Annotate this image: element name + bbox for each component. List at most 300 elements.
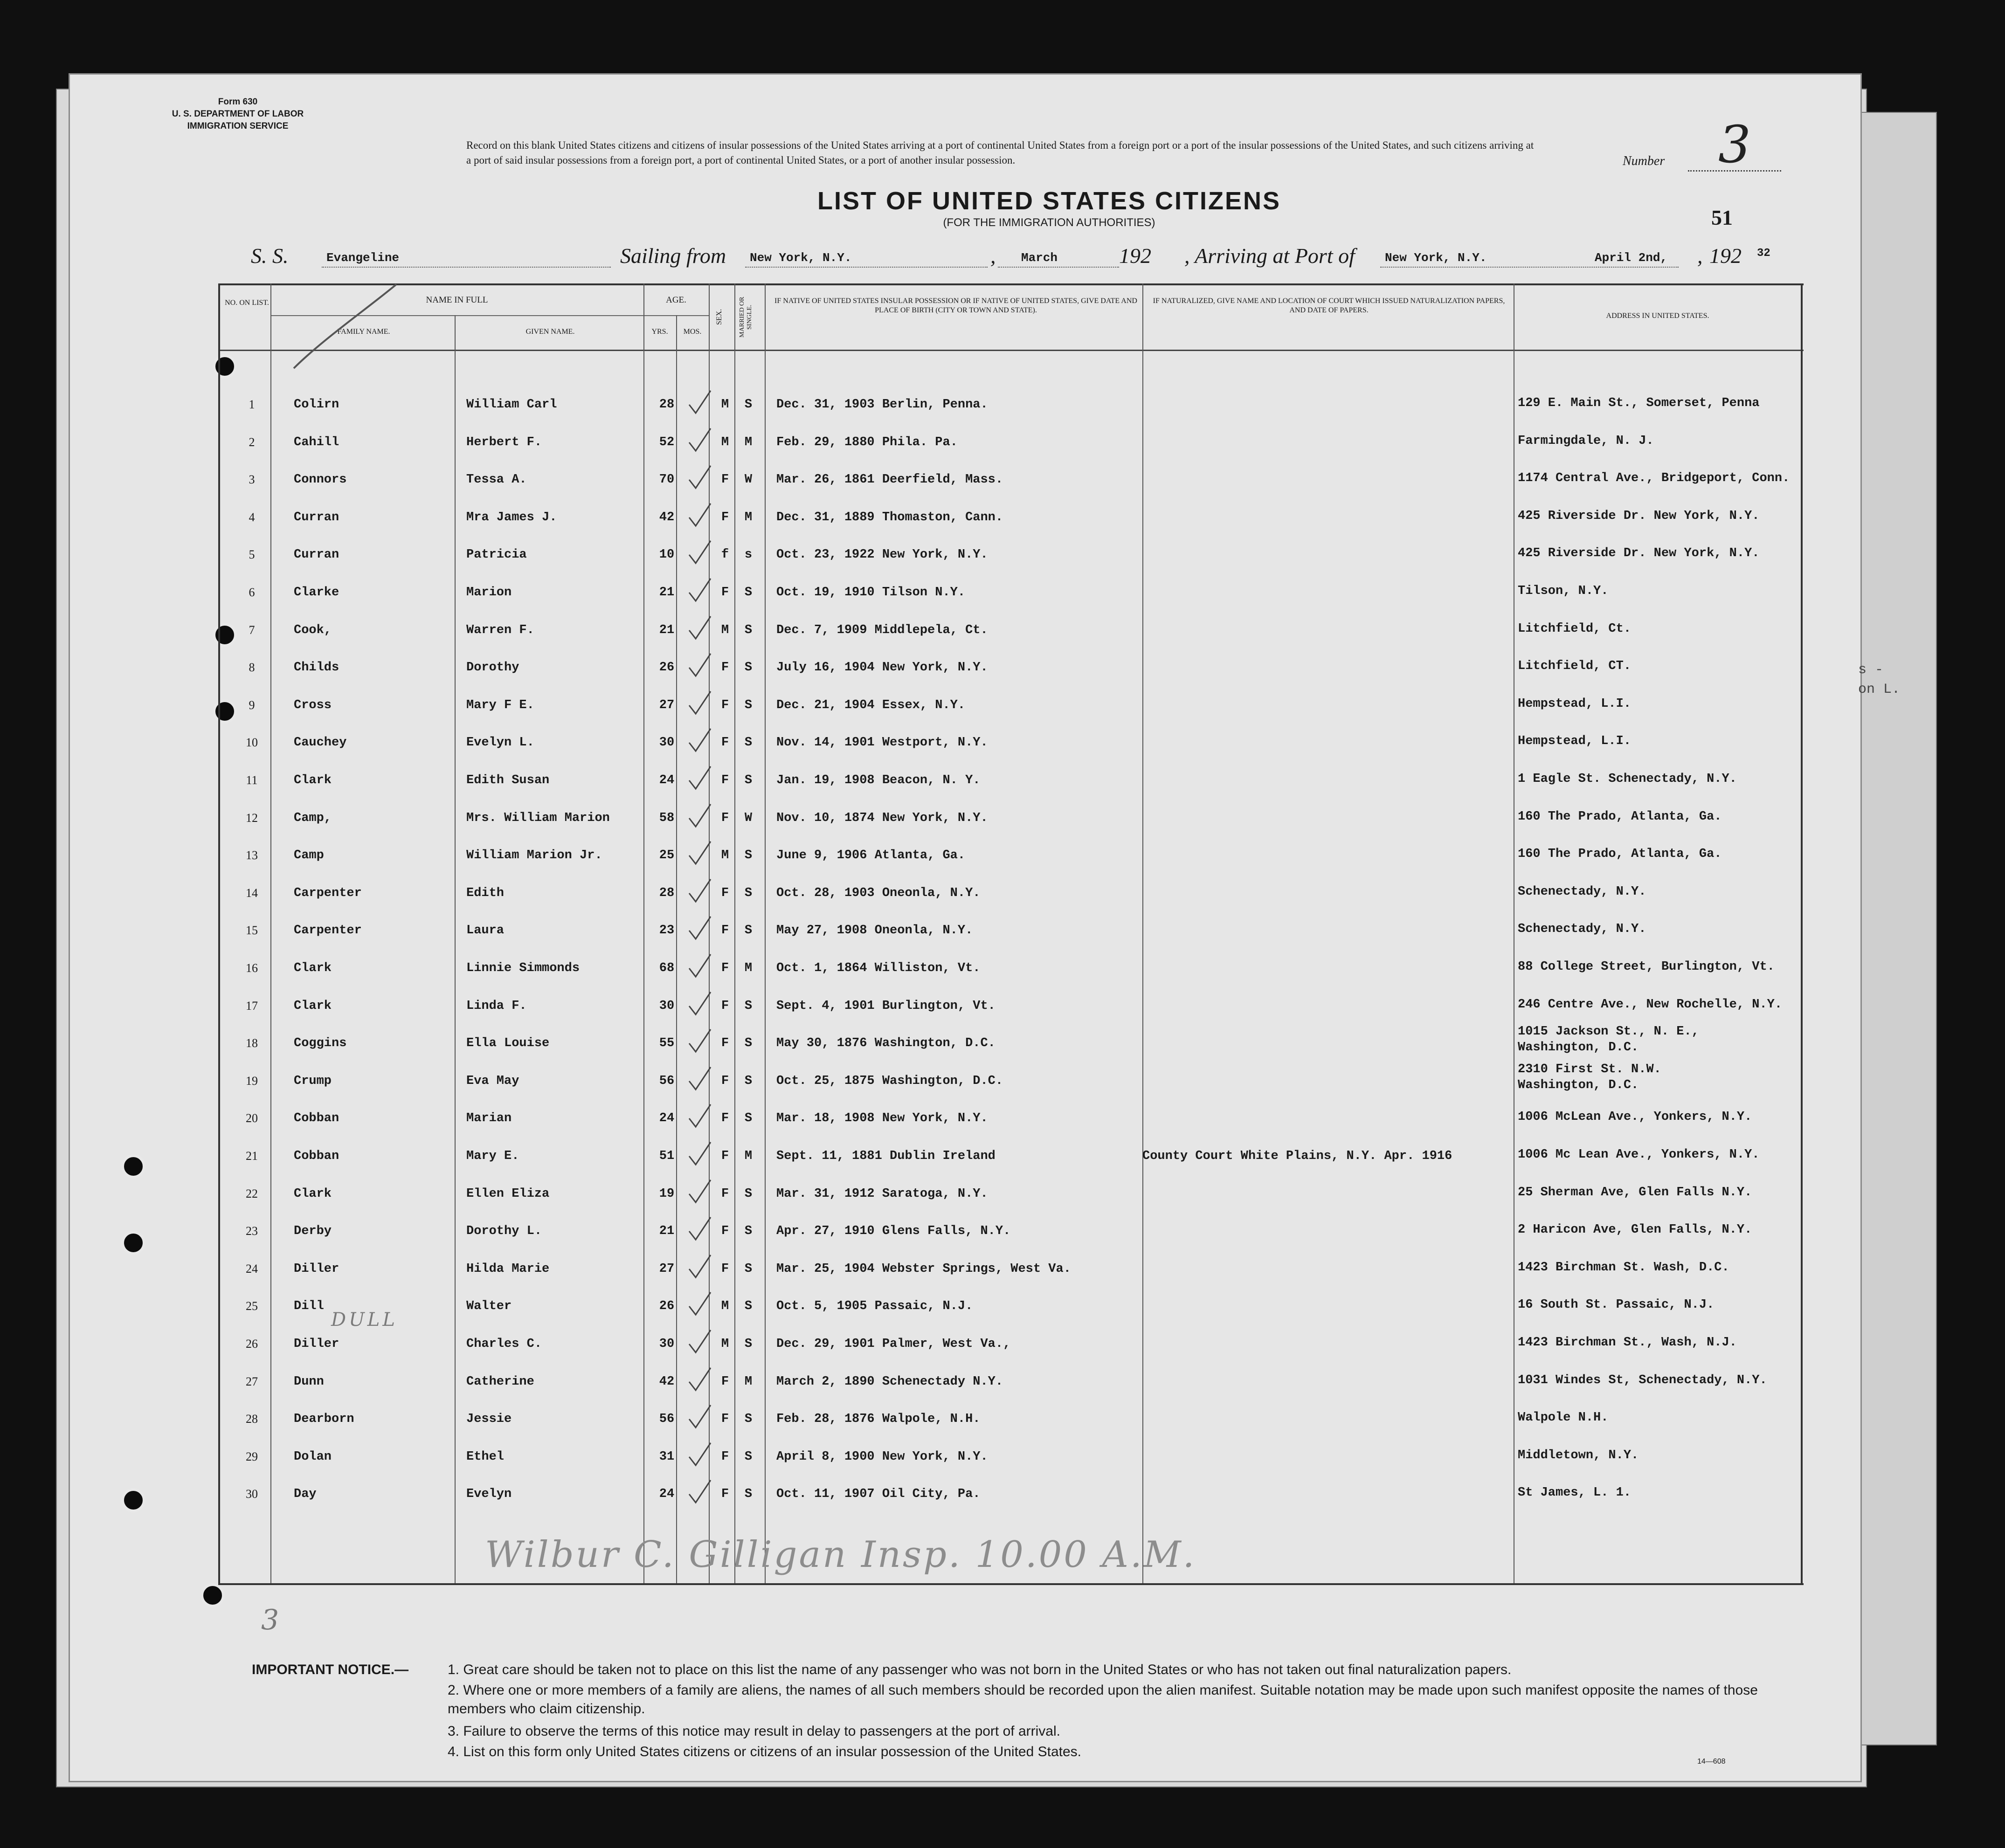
birth-date-place: Oct. 19, 1910 Tilson N.Y. bbox=[776, 586, 966, 600]
birth-date-place: Nov. 10, 1874 New York, N.Y. bbox=[776, 811, 988, 825]
sex: F bbox=[721, 1487, 729, 1502]
given-name: William Carl bbox=[466, 398, 557, 412]
notice-item-2: 2. Where one or more members of a family are aliens, the names of all such members should be recorded upon the alien manifest. Suitable notation may be made upon such manifest opposite the names of those members who claim citizenship. bbox=[448, 1683, 1758, 1717]
family-name: Colirn bbox=[294, 398, 339, 412]
table-row bbox=[0, 1335, 2005, 1373]
table-row bbox=[0, 1062, 2005, 1110]
address bbox=[1518, 1372, 1767, 1388]
sex: M bbox=[721, 398, 729, 412]
row-number: 9 bbox=[249, 698, 255, 712]
sex: F bbox=[721, 961, 729, 975]
sex: F bbox=[721, 773, 729, 787]
birth-date-place: April 8, 1900 New York, N.Y. bbox=[776, 1449, 988, 1464]
birth-date-place: March 2, 1890 Schenectady N.Y. bbox=[776, 1374, 1003, 1389]
birth-date-place: Mar. 31, 1912 Saratoga, N.Y. bbox=[776, 1186, 988, 1201]
family-name: Dill bbox=[294, 1299, 324, 1314]
given-name: Patricia bbox=[466, 548, 527, 562]
birth-date-place: Feb. 28, 1876 Walpole, N.H. bbox=[776, 1412, 981, 1427]
table-row bbox=[0, 621, 2005, 659]
checkmark-icon bbox=[685, 464, 713, 492]
marital-status: M bbox=[744, 435, 753, 449]
birth-date-place: June 9, 1906 Atlanta, Ga. bbox=[776, 848, 966, 863]
address-line-2: Washington, D.C. bbox=[1518, 1078, 1639, 1092]
marital-status: S bbox=[744, 1036, 753, 1051]
birth-date-place: Mar. 25, 1904 Webster Springs, West Va. bbox=[776, 1262, 1071, 1276]
notice-item-1: 1. Great care should be taken not to place on this list the name of any passenger who was not born in the United States or who has not taken out final naturalization papers. bbox=[448, 1662, 1512, 1677]
checkmark-icon bbox=[685, 802, 713, 830]
given-name: Herbert F. bbox=[466, 435, 542, 449]
page-number: 51 bbox=[1711, 206, 1733, 229]
sex: F bbox=[721, 510, 729, 524]
sailing-underline bbox=[745, 267, 988, 268]
family-name: Carpenter bbox=[294, 924, 362, 938]
given-name: Jessie bbox=[466, 1412, 512, 1427]
age-years: 56 bbox=[659, 1074, 675, 1088]
given-name: Laura bbox=[466, 924, 505, 938]
ss-label: S. S. bbox=[251, 244, 289, 268]
header-naturalized: IF NATURALIZED, GIVE NAME AND LOCATION OF COURT WHICH ISSUED NATURALIZATION PAPERS, AND DATE OF PAPERS. bbox=[1153, 297, 1505, 314]
row-number: 30 bbox=[246, 1487, 258, 1501]
marital-status: S bbox=[744, 1262, 753, 1276]
family-name: Cobban bbox=[294, 1111, 339, 1126]
address-line-1: 16 South St. Passaic, N.J. bbox=[1518, 1298, 1715, 1312]
address bbox=[1518, 696, 1631, 712]
family-name: Camp, bbox=[294, 811, 332, 825]
family-name: Cobban bbox=[294, 1149, 339, 1163]
address-line-1: 25 Sherman Ave, Glen Falls N.Y. bbox=[1518, 1185, 1752, 1200]
address bbox=[1518, 1024, 1699, 1055]
checkmark-icon bbox=[685, 1027, 713, 1055]
handwritten-dull-note: DULL bbox=[331, 1309, 398, 1331]
sex: M bbox=[721, 1337, 729, 1351]
address bbox=[1518, 1147, 1759, 1163]
table-row bbox=[0, 1025, 2005, 1072]
sex: F bbox=[721, 1224, 729, 1239]
row-number: 8 bbox=[249, 661, 255, 675]
pencil-stroke bbox=[280, 280, 401, 373]
age-years: 26 bbox=[659, 661, 675, 675]
address bbox=[1518, 1062, 1661, 1093]
row-number: 10 bbox=[246, 736, 258, 750]
checkmark-icon bbox=[685, 952, 713, 980]
family-name: Carpenter bbox=[294, 886, 362, 900]
age-years: 70 bbox=[659, 473, 675, 487]
row-number: 12 bbox=[246, 811, 258, 825]
table-row bbox=[0, 809, 2005, 847]
marital-status: W bbox=[744, 811, 753, 825]
row-number: 26 bbox=[246, 1337, 258, 1351]
address-line-1: 246 Centre Ave., New Rochelle, N.Y. bbox=[1518, 997, 1783, 1012]
sex: F bbox=[721, 736, 729, 750]
birth-date-place: Oct. 23, 1922 New York, N.Y. bbox=[776, 548, 988, 562]
arriving-date: April 2nd, bbox=[1595, 251, 1668, 265]
marital-status: W bbox=[744, 473, 753, 487]
birth-date-place: Apr. 27, 1910 Glens Falls, N.Y. bbox=[776, 1224, 1011, 1239]
sex: F bbox=[721, 473, 729, 487]
marital-status: S bbox=[744, 1111, 753, 1126]
address bbox=[1518, 997, 1782, 1013]
birth-date-place: Sept. 4, 1901 Burlington, Vt. bbox=[776, 999, 996, 1013]
marital-status: S bbox=[744, 848, 753, 863]
row-number: 20 bbox=[246, 1111, 258, 1125]
age-years: 68 bbox=[659, 961, 675, 975]
given-name: Linda F. bbox=[466, 999, 527, 1013]
row-number: 3 bbox=[249, 473, 255, 487]
sex: M bbox=[721, 435, 729, 449]
checkmark-icon bbox=[685, 915, 713, 943]
sex: F bbox=[721, 1149, 729, 1163]
sex: F bbox=[721, 924, 729, 938]
sex: F bbox=[721, 1262, 729, 1276]
age-years: 42 bbox=[659, 510, 675, 524]
birth-date-place: Sept. 11, 1881 Dublin Ireland bbox=[776, 1149, 996, 1163]
age-years: 27 bbox=[659, 698, 675, 712]
checkmark-icon bbox=[685, 1103, 713, 1131]
arriving-year-suffix: 32 bbox=[1757, 247, 1770, 260]
address-line-1: 2310 First St. N.W. bbox=[1518, 1062, 1661, 1076]
age-years: 10 bbox=[659, 548, 675, 562]
marital-status: M bbox=[744, 1374, 753, 1389]
record-description: Record on this blank United States citizens and citizens of insular possessions of the United States arriving at a port of continental United States from a foreign port or a port of the insular possessions of the United States, and such citizens arriving at a port of said insular possessions from a foreign port, a port of continental United States, or a port of another insular possession. bbox=[466, 139, 1534, 166]
age-years: 51 bbox=[659, 1149, 675, 1163]
naturalization: County Court White Plains, N.Y. Apr. 1916 bbox=[1142, 1149, 1452, 1163]
address bbox=[1518, 959, 1775, 975]
row-number: 5 bbox=[249, 548, 255, 562]
family-name: Curran bbox=[294, 548, 339, 562]
page-title: LIST OF UNITED STATES CITIZENS bbox=[817, 187, 1281, 215]
family-name: Coggins bbox=[294, 1036, 347, 1051]
address bbox=[1518, 1485, 1631, 1501]
row-number: 28 bbox=[246, 1412, 258, 1426]
checkmark-icon bbox=[685, 877, 713, 905]
sex: M bbox=[721, 1299, 729, 1314]
sex: F bbox=[721, 586, 729, 600]
age-years: 52 bbox=[659, 435, 675, 449]
age-years: 25 bbox=[659, 848, 675, 863]
address bbox=[1518, 921, 1646, 937]
birth-date-place: Dec. 31, 1903 Berlin, Penna. bbox=[776, 398, 988, 412]
address bbox=[1518, 621, 1631, 637]
arriving-year: 192 bbox=[1709, 244, 1742, 268]
age-years: 30 bbox=[659, 736, 675, 750]
address bbox=[1518, 809, 1722, 825]
address bbox=[1518, 1410, 1608, 1426]
row-number: 27 bbox=[246, 1374, 258, 1388]
address bbox=[1518, 658, 1631, 674]
marital-status: M bbox=[744, 510, 753, 524]
address-line-1: 425 Riverside Dr. New York, N.Y. bbox=[1518, 546, 1760, 561]
marital-status: S bbox=[744, 1412, 753, 1427]
sailing-year: 192 bbox=[1119, 244, 1151, 268]
given-name: Edith bbox=[466, 886, 505, 900]
birth-date-place: Oct. 5, 1905 Passaic, N.J. bbox=[776, 1299, 973, 1314]
birth-date-place: Nov. 14, 1901 Westport, N.Y. bbox=[776, 736, 988, 750]
row-number: 22 bbox=[246, 1186, 258, 1200]
address-line-1: Schenectady, N.Y. bbox=[1518, 922, 1646, 937]
table-row bbox=[0, 884, 2005, 922]
address-line-1: Hempstead, L.I. bbox=[1518, 734, 1632, 749]
row-number: 29 bbox=[246, 1449, 258, 1463]
sailing-label: Sailing from bbox=[620, 244, 726, 268]
marital-status: S bbox=[744, 736, 753, 750]
comma: , bbox=[990, 244, 996, 268]
marital-status: S bbox=[744, 1224, 753, 1239]
table-row bbox=[0, 395, 2005, 434]
sex: F bbox=[721, 1412, 729, 1427]
footer-code: 14—608 bbox=[1697, 1758, 1726, 1765]
arriving-label: , Arriving at Port of bbox=[1184, 244, 1355, 268]
row-number: 2 bbox=[249, 435, 255, 449]
row-number: 14 bbox=[246, 886, 258, 900]
address bbox=[1518, 1260, 1729, 1276]
address-line-2: Washington, D.C. bbox=[1518, 1041, 1639, 1055]
checkmark-icon bbox=[685, 502, 713, 530]
marital-status: S bbox=[744, 1299, 753, 1314]
marital-status: S bbox=[744, 1487, 753, 1502]
given-name: Eva May bbox=[466, 1074, 519, 1088]
arriving-port: New York, N.Y. bbox=[1385, 251, 1487, 265]
punch-hole bbox=[200, 1583, 225, 1607]
month-underline bbox=[998, 267, 1119, 268]
age-years: 24 bbox=[659, 773, 675, 787]
table-row bbox=[0, 433, 2005, 471]
inspector-signature: Wilbur C. Gilligan Insp. 10.00 A.M. bbox=[485, 1534, 1196, 1576]
table-row bbox=[0, 508, 2005, 546]
given-name: Warren F. bbox=[466, 623, 534, 637]
marital-status: S bbox=[744, 1074, 753, 1088]
checkmark-icon bbox=[685, 1366, 713, 1394]
address-line-1: Litchfield, CT. bbox=[1518, 659, 1632, 674]
service-name: IMMIGRATION SERVICE bbox=[187, 121, 289, 131]
row-number: 23 bbox=[246, 1224, 258, 1238]
table-row bbox=[0, 1147, 2005, 1185]
family-name: Day bbox=[294, 1487, 317, 1502]
address bbox=[1518, 1185, 1752, 1200]
given-name: Evelyn bbox=[466, 1487, 512, 1502]
given-name: Mary F E. bbox=[466, 698, 534, 712]
address-line-1: Middletown, N.Y. bbox=[1518, 1448, 1639, 1462]
address-line-1: Farmingdale, N. J. bbox=[1518, 434, 1654, 448]
checkmark-icon bbox=[685, 652, 713, 680]
given-name: Evelyn L. bbox=[466, 736, 534, 750]
marital-status: S bbox=[744, 886, 753, 900]
sex: F bbox=[721, 1449, 729, 1464]
birth-date-place: Oct. 28, 1903 Oneonla, N.Y. bbox=[776, 886, 981, 900]
family-name: Curran bbox=[294, 510, 339, 524]
sex: f bbox=[721, 548, 729, 562]
page-subtitle: (FOR THE IMMIGRATION AUTHORITIES) bbox=[943, 216, 1155, 229]
address-line-1: Hempstead, L.I. bbox=[1518, 696, 1632, 711]
checkmark-icon bbox=[685, 1478, 713, 1506]
address bbox=[1518, 846, 1722, 862]
header-bottom-rule bbox=[218, 350, 1804, 351]
notice-title: IMPORTANT NOTICE.— bbox=[252, 1662, 409, 1677]
punch-hole bbox=[213, 354, 237, 379]
table-row bbox=[0, 583, 2005, 621]
age-years: 28 bbox=[659, 886, 675, 900]
address bbox=[1518, 1222, 1752, 1238]
ship-name: Evangeline bbox=[326, 251, 400, 265]
address-line-1: 160 The Prado, Atlanta, Ga. bbox=[1518, 809, 1722, 824]
header-birth: IF NATIVE OF UNITED STATES INSULAR POSSESSION OR IF NATIVE OF UNITED STATES, GIVE DATE AND PLACE OF BIRTH (CITY OR TOWN AND STATE). bbox=[774, 297, 1137, 314]
marital-status: S bbox=[744, 924, 753, 938]
row-number: 15 bbox=[246, 924, 258, 938]
sex: F bbox=[721, 811, 729, 825]
age-years: 19 bbox=[659, 1186, 675, 1201]
age-years: 21 bbox=[659, 1224, 675, 1239]
checkmark-icon bbox=[685, 840, 713, 868]
family-name: Cross bbox=[294, 698, 332, 712]
family-name: Dunn bbox=[294, 1374, 324, 1389]
form-identifier bbox=[140, 96, 336, 132]
row-number: 19 bbox=[246, 1074, 258, 1088]
address bbox=[1518, 884, 1646, 900]
age-years: 23 bbox=[659, 924, 675, 938]
address-line-1: 129 E. Main St., Somerset, Penna bbox=[1518, 396, 1760, 410]
checkmark-icon bbox=[685, 1178, 713, 1206]
address bbox=[1518, 771, 1737, 787]
sex: F bbox=[721, 1074, 729, 1088]
birth-date-place: Oct. 11, 1907 Oil City, Pa. bbox=[776, 1487, 981, 1502]
table-row bbox=[0, 658, 2005, 696]
row-number: 16 bbox=[246, 961, 258, 975]
age-years: 24 bbox=[659, 1111, 675, 1126]
department-name: U. S. DEPARTMENT OF LABOR bbox=[172, 109, 304, 119]
notice-item-4: 4. List on this form only United States citizens or citizens of an insular possession of the United States. bbox=[448, 1744, 1082, 1759]
table-row bbox=[0, 1372, 2005, 1411]
age-years: 56 bbox=[659, 1412, 675, 1427]
adjacent-page-text: on L. bbox=[1858, 682, 1901, 697]
checkmark-icon bbox=[685, 389, 713, 417]
marital-status: S bbox=[744, 1186, 753, 1201]
age-years: 42 bbox=[659, 1374, 675, 1389]
given-name: Marion bbox=[466, 586, 512, 600]
age-years: 30 bbox=[659, 999, 675, 1013]
address-line-1: 1423 Birchman St., Wash, N.J. bbox=[1518, 1336, 1737, 1350]
given-name: Linnie Simmonds bbox=[466, 961, 580, 975]
table-row bbox=[0, 733, 2005, 772]
family-name: Crump bbox=[294, 1074, 332, 1088]
marital-status: S bbox=[744, 398, 753, 412]
row-number: 21 bbox=[246, 1149, 258, 1163]
birth-date-place: Mar. 18, 1908 New York, N.Y. bbox=[776, 1111, 988, 1126]
address-line-1: 1006 Mc Lean Ave., Yonkers, N.Y. bbox=[1518, 1148, 1760, 1162]
age-years: 24 bbox=[659, 1487, 675, 1502]
birth-date-place: May 30, 1876 Washington, D.C. bbox=[776, 1036, 996, 1051]
checkmark-icon bbox=[685, 1215, 713, 1243]
address-line-1: 1031 Windes St, Schenectady, N.Y. bbox=[1518, 1373, 1767, 1387]
header-address: ADDRESS IN UNITED STATES. bbox=[1606, 312, 1709, 320]
row-number: 7 bbox=[249, 623, 255, 637]
table-row bbox=[0, 921, 2005, 959]
address bbox=[1518, 545, 1759, 561]
family-name: Connors bbox=[294, 473, 347, 487]
port-underline bbox=[1380, 267, 1679, 268]
marital-status: S bbox=[744, 999, 753, 1013]
checkmark-icon bbox=[685, 427, 713, 455]
family-name: Childs bbox=[294, 661, 339, 675]
birth-date-place: Jan. 19, 1908 Beacon, N. Y. bbox=[776, 773, 981, 787]
header-yrs: YRS. bbox=[651, 328, 668, 336]
number-label: Number bbox=[1623, 154, 1665, 168]
age-years: 30 bbox=[659, 1337, 675, 1351]
address bbox=[1518, 1109, 1752, 1125]
adjacent-page-text: s - bbox=[1858, 662, 1884, 678]
checkmark-icon bbox=[685, 1290, 713, 1318]
given-name: Dorothy bbox=[466, 661, 519, 675]
address bbox=[1518, 395, 1759, 411]
header-name-in-full: NAME IN FULL bbox=[426, 295, 488, 305]
form-number: Form 630 bbox=[218, 97, 258, 107]
given-name: Ellen Eliza bbox=[466, 1186, 550, 1201]
family-name: Camp bbox=[294, 848, 324, 863]
marital-status: S bbox=[744, 698, 753, 712]
birth-date-place: Oct. 1, 1864 Williston, Vt. bbox=[776, 961, 981, 975]
age-years: 28 bbox=[659, 398, 675, 412]
sex: F bbox=[721, 1111, 729, 1126]
sailing-month: March bbox=[1021, 251, 1058, 265]
birth-date-place: Dec. 21, 1904 Essex, N.Y. bbox=[776, 698, 966, 712]
table-row bbox=[0, 1297, 2005, 1335]
checkmark-icon bbox=[685, 539, 713, 567]
family-name: Cook, bbox=[294, 623, 332, 637]
address-line-1: 1174 Central Ave., Bridgeport, Conn. bbox=[1518, 471, 1790, 486]
table-row bbox=[0, 959, 2005, 997]
family-name: Clark bbox=[294, 1186, 332, 1201]
table-row bbox=[0, 771, 2005, 809]
table-row bbox=[0, 1222, 2005, 1260]
address bbox=[1518, 1297, 1714, 1313]
checkmark-icon bbox=[685, 1441, 713, 1469]
family-name: Clarke bbox=[294, 586, 339, 600]
address-line-1: 2 Haricon Ave, Glen Falls, N.Y. bbox=[1518, 1223, 1752, 1237]
table-row bbox=[0, 1485, 2005, 1523]
table-row bbox=[0, 470, 2005, 509]
given-name: Hilda Marie bbox=[466, 1262, 550, 1276]
family-name: Dolan bbox=[294, 1449, 332, 1464]
age-years: 27 bbox=[659, 1262, 675, 1276]
given-name: Charles C. bbox=[466, 1337, 542, 1351]
address bbox=[1518, 433, 1654, 449]
given-name: Walter bbox=[466, 1299, 512, 1314]
address bbox=[1518, 470, 1790, 486]
row-number: 4 bbox=[249, 510, 255, 524]
address-line-1: 160 The Prado, Atlanta, Ga. bbox=[1518, 847, 1722, 862]
checkmark-icon bbox=[685, 1065, 713, 1093]
age-years: 26 bbox=[659, 1299, 675, 1314]
sailing-from: New York, N.Y. bbox=[750, 251, 852, 265]
family-name: Clark bbox=[294, 773, 332, 787]
given-name: William Marion Jr. bbox=[466, 848, 602, 863]
table-row bbox=[0, 1410, 2005, 1448]
address-line-1: Walpole N.H. bbox=[1518, 1411, 1609, 1425]
header-mos: MOS. bbox=[683, 328, 702, 336]
given-name: Mrs. William Marion bbox=[466, 811, 610, 825]
row-number: 13 bbox=[246, 848, 258, 862]
age-years: 58 bbox=[659, 811, 675, 825]
address-line-1: Tilson, N.Y. bbox=[1518, 584, 1609, 598]
table-row bbox=[0, 846, 2005, 884]
checkmark-icon bbox=[685, 1403, 713, 1431]
given-name: Ella Louise bbox=[466, 1036, 550, 1051]
birth-date-place: Mar. 26, 1861 Deerfield, Mass. bbox=[776, 473, 1003, 487]
given-name: Catherine bbox=[466, 1374, 534, 1389]
checkmark-icon bbox=[685, 727, 713, 755]
table-bottom-rule bbox=[218, 1583, 1804, 1585]
age-years: 21 bbox=[659, 623, 675, 637]
sex: F bbox=[721, 1036, 729, 1051]
table-row bbox=[0, 1260, 2005, 1298]
